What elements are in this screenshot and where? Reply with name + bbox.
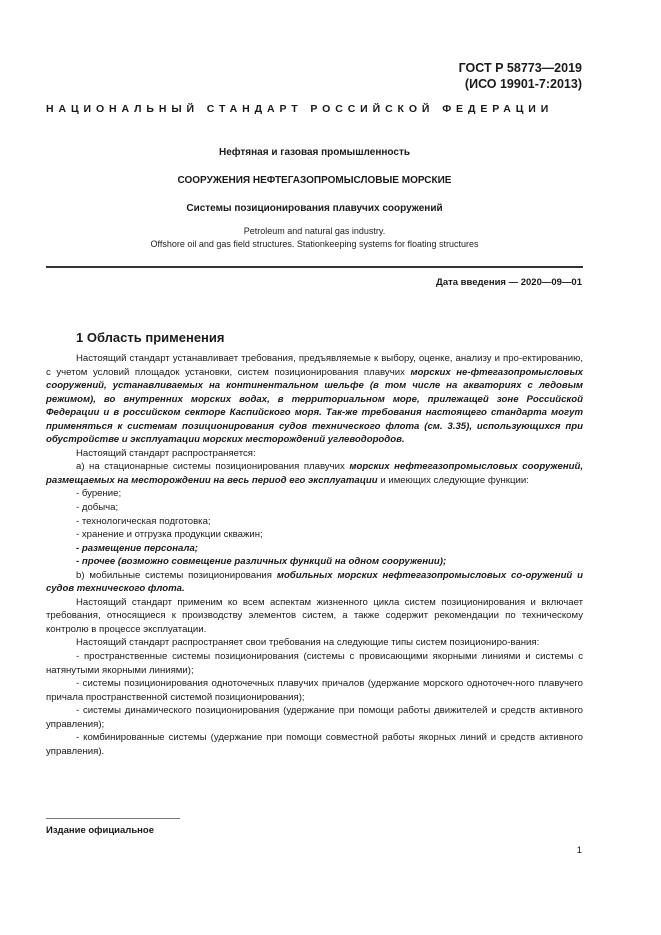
sub-title: Системы позиционирования плавучих сооружений: [186, 203, 443, 214]
list-item: - размещение персонала;: [76, 542, 198, 554]
standard-code: ГОСТ Р 58773—2019: [458, 61, 582, 75]
list-item: - комбинированные системы (удержание при помощи совместной работы якорных линий и средств активного управления).: [46, 732, 583, 757]
footer-divider: [46, 818, 180, 819]
industry-title: Нефтяная и газовая промышленность: [219, 147, 410, 158]
section-title: 1 Область применения: [76, 330, 225, 345]
list-item: - прочее (возможно совмещение различных функций на одном сооружении);: [76, 556, 447, 568]
national-standard-title: НАЦИОНАЛЬНЫЙ СТАНДАРТ РОССИЙСКОЙ ФЕДЕРАЦИИ: [46, 103, 554, 115]
header-divider: [46, 266, 583, 268]
edition-label: Издание официальное: [46, 825, 154, 836]
paragraph-scope: Настоящий стандарт устанавливает требования, предъявляемые к выбору, оценке, анализу и про-ектированию, с учетом условий площадок установки, систем позиционирования плавучих морских не-фтегазопромысловых сооружений, устанавливаемых на континентальном шельфе (в том числе на акваториях с ледовым режимом), во внутренних морских водах, в территориальном море, прилежащей зоне Российской Федерации и в российском секторе Каспийского моря. Так-же требования настоящего стандарта могут применяться к системам позиционирования судов технического флота (см. 3.35), использующихся при обустройстве и эксплуатации морских месторождений углеводородов.: [46, 353, 583, 446]
english-title-line-2: Offshore oil and gas field structures. Stationkeeping systems for floating structures: [150, 239, 479, 249]
paragraph-item-b: b) мобильные системы позиционирования мобильных морских нефтегазопромысловых со-оружений и судов технического флота.: [46, 569, 584, 595]
iso-code: (ИСО 19901-7:2013): [464, 77, 582, 91]
page-number: 1: [576, 845, 582, 856]
paragraph-lifecycle: Настоящий стандарт применим ко всем аспектам жизненного цикла систем позиционирования и включает требования, относящиеся к производству элементов систем, а также содержит рекомендации по техническому контролю в процессе эксплуатации.: [46, 596, 583, 635]
paragraph-applies: Настоящий стандарт распространяется:: [76, 447, 256, 459]
paragraph-item-a: а) на стационарные системы позиционирования плавучих морских нефтегазопромысловых сооружений, размещаемых на месторождении на весь период его эксплуатации и имеющих следующие функции:: [46, 461, 583, 486]
list-item: - технологическая подготовка;: [76, 515, 211, 527]
standard-code-block: [459, 60, 582, 92]
english-title: [46, 225, 583, 251]
list-item: - хранение и отгрузка продукции скважин;: [76, 529, 263, 541]
english-title-line-1: Petroleum and natural gas industry.: [243, 226, 386, 236]
main-title: СООРУЖЕНИЯ НЕФТЕГАЗОПРОМЫСЛОВЫЕ МОРСКИЕ: [177, 175, 452, 186]
list-item: - добыча;: [76, 502, 119, 514]
title-block: [46, 146, 583, 251]
list-item: - пространственные системы позиционирования (системы с провисающими якорными линиями и системы с натянутыми якорными линиями);: [46, 651, 583, 676]
list-item: - системы позиционирования одноточечных плавучих причалов (удержание морского одноточеч-ного плавучего причала пространственной системой позиционирования);: [46, 678, 583, 703]
list-item: - системы динамического позиционирования (удержание при помощи работы движителей и средств активного управления);: [46, 705, 583, 730]
paragraph-types: Настоящий стандарт распространяет свои требования на следующие типы систем позициониро-вания:: [76, 637, 540, 649]
intro-date: Дата введения — 2020—09—01: [436, 277, 582, 288]
section-body: [46, 352, 583, 758]
list-item: - бурение;: [76, 488, 122, 500]
